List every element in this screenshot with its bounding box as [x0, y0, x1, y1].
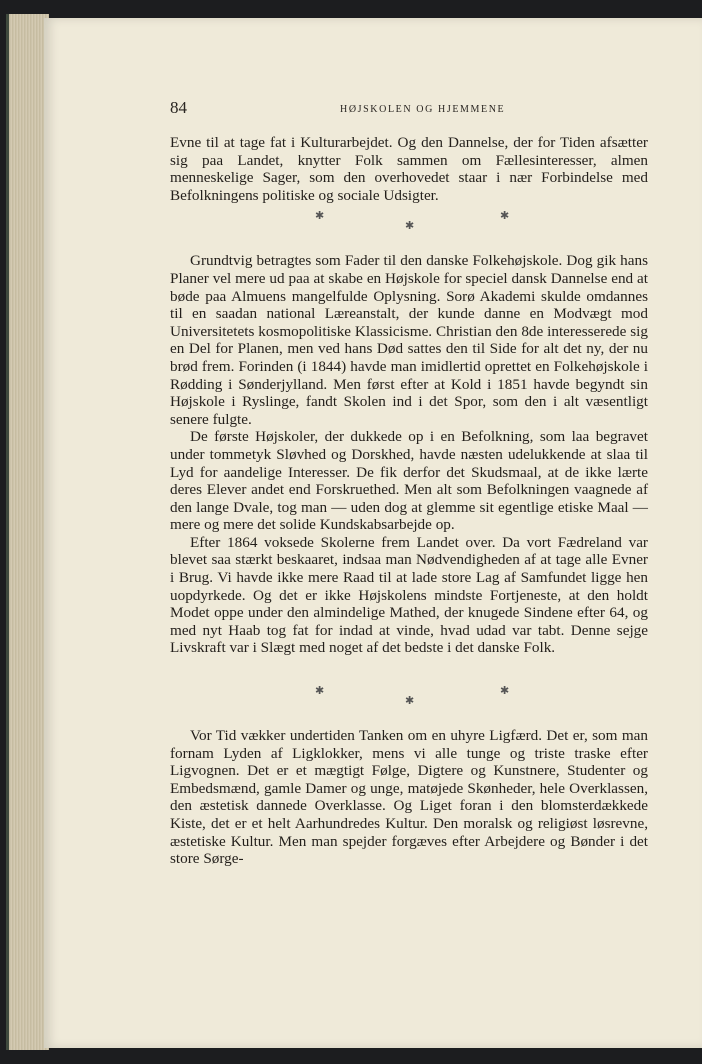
- asterism-mark: ✱: [315, 685, 325, 698]
- asterism-mark: ✱: [315, 210, 325, 223]
- running-head: HØJSKOLEN OG HJEMMENE: [340, 104, 506, 115]
- section-separator-2: [170, 679, 648, 708]
- page-header: [170, 98, 660, 122]
- paragraph-1: Evne til at tage fat i Kulturarbejdet. Og den Dannelse, der for Tiden afsætter sig paa Landet, knytter Folk sammen om Fællesinteresser, almen menneskelige Sager, som den overhovedet staar i nær Forbindelse med Befolkningens politiske og sociale Udsigter.: [170, 134, 648, 204]
- paragraph-2: Grundtvig betragtes som Fader til den danske Folkehøjskole. Dog gik hans Planer vel mere ud paa at skabe en Højskole for speciel dansk Dannelse end at bøde paa Almuens mangelfulde Oplysning. Sorø Akademi skulde omdannes til en saadan national Læreanstalt, der kunde danne en Modvægt mod Universitetets kosmopolitiske Klassicisme. Christian den 8de interesserede sig en Del for Planen, men ved hans Død sattes den til Side for alt det ny, der nu brød frem. Forinden (i 1844) havde man imidlertid oprettet en Folkehøjskole i Rødding i Sønderjylland. Men først efter at Kold i 1851 havde begyndt sin Højskole i Ryslinge, fandt Skolen ind i det Spor, som den i alt væsentligt senere fulgte.: [170, 252, 648, 428]
- page-number: 84: [170, 98, 187, 117]
- book-page-edges: [6, 14, 49, 1050]
- asterism-mark: ✱: [500, 685, 510, 698]
- asterism-mark: ✱: [405, 220, 415, 233]
- spacer: [170, 657, 648, 679]
- page-body: [170, 134, 648, 868]
- paragraph-5: Vor Tid vækker undertiden Tanken om en uhyre Ligfærd. Det er, som man fornam Lyden af Ligklokker, mens vi alle tunge og triste traske efter Ligvognen. Det er et mægtigt Følge, Digtere og Kunstnere, Studenter og Embedsmænd, gamle Damer og unge, matøjede Skønheder, hele Overklassen, den æstetisk dannede Overklasse. Og Liget foran i den blomsterdækkede Kiste, det er et helt Aarhundredes Kultur. Den moralsk og religiøst løsrevne, æstetiske Kultur. Men man spejder forgæves efter Arbejdere og Bønder i det store Sørge-: [170, 727, 648, 868]
- paragraph-4: Efter 1864 voksede Skolerne frem Landet over. Da vort Fædreland var blevet saa stærkt beskaaret, indsaa man Nødvendigheden af at tage alle Evner i Brug. Vi havde ikke mere Raad til at lade store Lag af Samfundet ligge hen uopdyrkede. Og det er ikke Højskolens mindste Fortjeneste, at den holdt Modet oppe under den almindelige Mathed, der knugede Sindene efter 64, og med nyt Haab tog fat for indad at vinde, hvad udad var tabt. Denne sejge Livskraft var i Slægt med noget af det bedste i det danske Folk.: [170, 533, 648, 657]
- paragraph-3: De første Højskoler, der dukkede op i en Befolkning, som laa begravet under tommetyk Sløvhed og Dorskhed, havde næsten udelukkende at slaa til Lyd for aandelige Interesser. De fik derfor det Skudsmaal, at de ikke lærte deres Elever andet end Forskruethed. Men alt som Befolkningen vaagnede af den lange Dvale, tog man — uden dog at glemme sit egentlige etiske Maal — mere og mere det solide Kundskabsarbejde op.: [170, 428, 648, 534]
- asterism-mark: ✱: [500, 210, 510, 223]
- asterism-mark: ✱: [405, 695, 415, 708]
- section-separator-1: [170, 204, 648, 233]
